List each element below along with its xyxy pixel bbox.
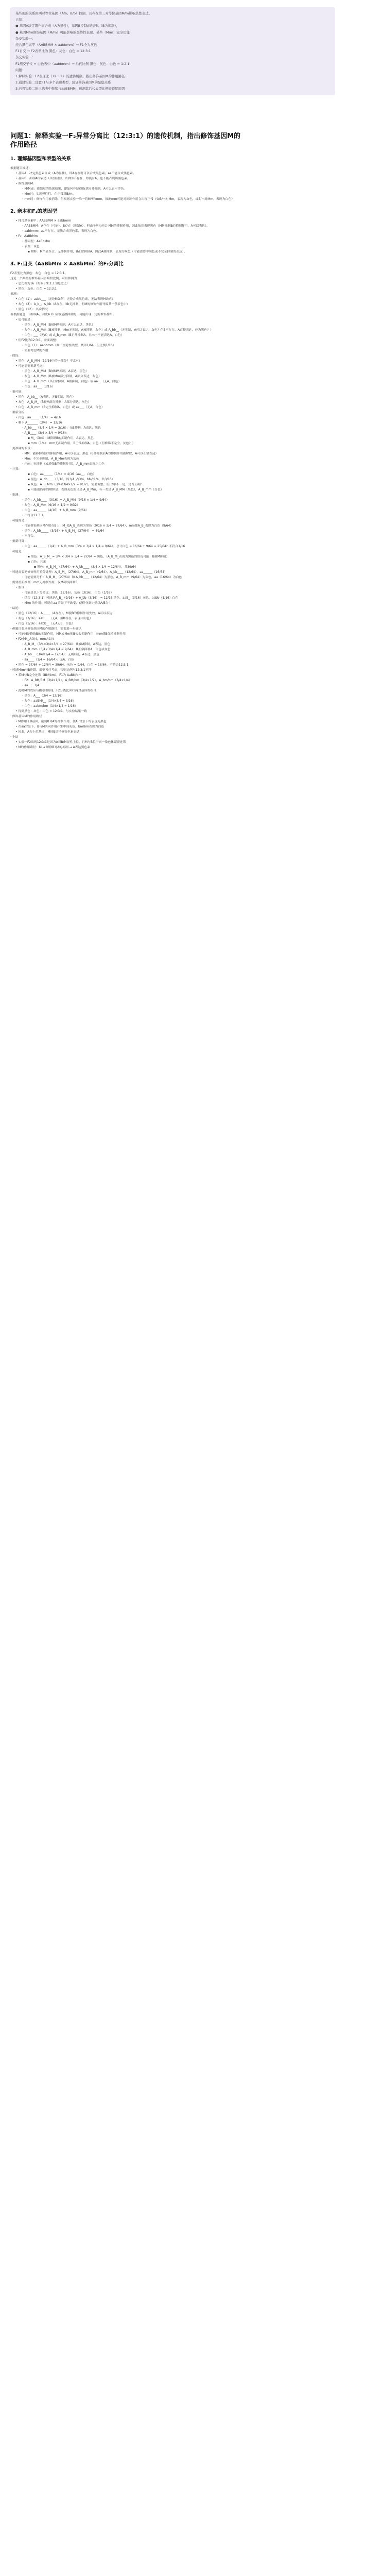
answer-line: • 白色（1/16）：aabb__（无A无B，白色） <box>15 622 75 625</box>
answer-line: ▪ 黑色：A_bb____（3/16，因为A_占3/4，bb占1/4，共3/16） <box>28 478 115 481</box>
answer-line: ◦ 灰色：A_B_Mm（B被抑制，Mm无抑制，A被抑制，灰色）或 A_bb__（无抑制，A可以表达，灰色？但B不存在，A直接表达，应为黑色？） <box>22 329 213 332</box>
answer-line: ◦ 灰色：aaBM/__（1/4×3/4 = 3/16） <box>22 700 76 703</box>
answer-line: · 推测： <box>10 494 22 497</box>
answer-line: ◦ A_B____（3/4 × 3/4 = 9/16）： <box>22 432 69 435</box>
answer-line: • 黑色（12）：其余情况 <box>15 308 48 311</box>
answer-line: ◦ 可能修饰基因M作用在B上：M_使A_B_表现为黑色（9/16 × 3/4 = 27/64），mm使A_B_表现为白色（9/64） <box>22 524 173 528</box>
answer-line: • 可能M是修饰B的抑制作用，MM或Mm使B失去抑制作用，mm使B保持抑制作用 <box>15 633 126 636</box>
question-line: 问题： <box>15 67 26 72</box>
answer-line: • 白色：aa_____（1/4） = 4/16 <box>15 416 61 419</box>
question-line: 已知： <box>15 18 26 22</box>
answer-line: · 可能M/m与B连锁，需要另行考虑，否则比例与12:3:1不符 <box>10 669 92 672</box>
answer-line: • 黑色（12/16）：A_____（A存在），M使B的抑制作用失效，A可以表达 <box>15 612 112 615</box>
question-line: ● 基因M/m修饰基因（M/m）可能影响的最终性表现。某些（M/m）完全功能 <box>15 30 130 35</box>
answer-line: · 可能需要把修饰作用拆分处理：A_B_M_（27/64），A_B_mm（9/64），A_bb____（12/64），aa______（16/64） <box>10 571 167 574</box>
answer-line: • 黑色：A_B_MM（12/16中的一部分？不太对） <box>15 360 82 363</box>
answer-line: ▪ 黑色：A_B_M_ = 3/4 × 3/4 × 3/4 = 27/64 = 黑色，（A_B_M_表现为黑色的情况可能：B被M抑制） <box>28 555 169 558</box>
section-1-body <box>10 166 345 202</box>
answer-line: • 但F2比为12:3:1，需要调整： <box>15 339 59 342</box>
answer-line: • 修饰基因M： <box>15 182 36 185</box>
answer-title: 问题1：解释实验一F₂异常分离比（12:3:1）的遗传机制，指出修饰基因M的作用路径 <box>10 132 241 149</box>
answer-line: ◦ 白色（1）：aabbmm（唯一全隐性类型，概率1/64，但比例1/16） <box>22 344 116 347</box>
answer-line: · 修饰基因M的作用路径 <box>10 715 42 718</box>
answer-line: · 但题目要求修饰基因M的作用路径，需要进一步确认 <box>10 628 82 631</box>
question-line: 3.若将实验二的已选表中继续与aaBBMM，预测其后代表型比例并说明原因 <box>15 87 125 91</box>
answer-line: 推测： <box>10 293 20 296</box>
answer-content <box>10 132 345 750</box>
answer-line: ◦ 白色：aabm/bm（1/4×1/4 = 1/16） <box>22 705 78 708</box>
question-line: 杂交实验二： <box>15 55 36 60</box>
answer-line: F2表型比为黑色：灰色：白色 = 12:3:1。 <box>10 272 68 275</box>
answer-line: • 白色（1）：aabb___（无论M如何，无论合成黑色素，无法表现M效应） <box>15 298 115 301</box>
answer-line: ◦ F2：A_BM/BM（3/4×1/4），A_BM/bm（3/4×1/2），A_bm/bm（3/4×1/4） <box>22 679 132 682</box>
answer-line: ◦ M/M或：能缩短的依据如果，即如何控制修饰基因对抑制，A可以表示浮色。 <box>22 188 127 191</box>
answer-line: • 若M与B完全连锁（BM/bm），F1为 AaBM/bm <box>15 674 82 677</box>
answer-line: • 因此，A为上位基因，M经B途径修饰色素表达 <box>15 731 80 734</box>
answer-line: • M作用于B基因，削弱B对A的抑制作用，使A_背景下均表现为黑色 <box>15 720 107 723</box>
answer-line: • 总比例为16（类似于9:3:3:1的变式） <box>15 282 69 285</box>
answer-line: · 更准确的假设： <box>10 447 33 450</box>
answer-line: · 重新分析： <box>10 411 28 414</box>
answer-line: ◦ 白色：aa______（1/4）+ A_B_mm（3/4 × 3/4 × 1/4 = 9/64），总计白色 = 16/64 + 9/64 = 25/64？不符合1/16 <box>22 545 185 548</box>
question-line: F1测交子代 = 白色表中（aabbmm）→ 后代比例 黑色：灰色：白色 = 1:2:1 <box>15 61 130 66</box>
answer-line: • 得到黑色：灰色：白色 = 12:3:1，与实验结果一致 <box>15 710 88 713</box>
answer-line: • 可能需要重新考虑： <box>15 365 46 368</box>
answer-line: ◦ 黑色：A_bb_____（3/16）+ A_B_M_（27/64） = 39/64 <box>22 530 104 533</box>
answer-line: ◦ A_B_M_（3/4×3/4×3/4 = 27/64）：B被M抑制，A表达，黑色 <box>22 643 111 646</box>
answer-line: • M的作用路径：M → 解除B对A的抑制 → A表达黑色素 <box>15 746 91 749</box>
answer-line: ◦ 白色：aa______（4/16）+ A_B_mm（9/64） <box>22 509 89 512</box>
answer-line: • 基因A：决定黑色素合成（A为显性），即A存在时可以合成黑色素。aa不能合成黑色素。 <box>15 172 136 175</box>
answer-line: ◦ A_bb___（3/4 × 1/4 = 3/16）：无B抑制，A表达，黑色 <box>22 427 101 430</box>
answer-line: ◦ 灰色：A_B_Mm（B被Mm部分抑制，A部分表达，灰色） <box>22 375 102 378</box>
answer-line: ◦ A_B_mm（3/4×3/4×1/4 = 9/64）：B正常抑制A，白色或灰色 <box>22 648 111 651</box>
answer-line: ◦ aa____（1/4 = 16/64）：无A，白色 <box>22 658 74 662</box>
answer-line: • 剩下 A_______（3/4） = 12/16 <box>15 421 62 425</box>
answer-line: ◦ aabbmm：aa不存在，无法合成黑色素，表现为白色。 <box>22 230 99 233</box>
answer-line: • 灰色（3）：A_b_，A_bb（A存在，bb无抑制，但M的修饰作用导致某一条表色中） <box>15 303 130 306</box>
answer-line: • 纯合黑色素甲：AABBMM × aabbmm <box>15 219 71 223</box>
question-line: 1.解释实验一F2表现比（12:3:1）的遗传机制，推出修饰基因M的作用路径 <box>15 74 125 79</box>
answer-line: • 此时M的效应与B同时出现，F2分离比回归两对基因的组合 <box>15 689 97 692</box>
answer-line: ◦ MM：能够抑制B的抑制作用，A可以表达，黑色（B被抑制后A的抑制作用被解除，A可以正常表达） <box>22 452 159 455</box>
answer-line: ▪ M_（3/4）：M抑制B的抑制作用，A表达，黑色 <box>28 437 94 440</box>
question-line: 纯合黑色素甲（AABBMM × aabbmm）→ F1全为灰色 <box>15 43 97 47</box>
question-line: ● 基因A决定黑色素合成（A为显性），基因B控制A的表达（B为抑制）， <box>15 24 120 28</box>
answer-line: ▪ 黑色：A_B_M_（27/64）+ A_bb____（3/4 × 1/4 = 12/64），共39/64 <box>34 566 136 569</box>
answer-line: ◦ mm时：修饰作用被消除，但根据实验一唯一将MM和mm，推测mm可能对抑制作用会出现正常（如B/m对Mm，表现为灰色，或B/m对Mm，表现为白色） <box>22 198 235 201</box>
section-heading-2: 2. 亲本和F₁的基因型 <box>10 209 57 214</box>
answer-line: ◦ 可能需要分析：A_B_M_（27/64）和 A_bb____（12/64）为黑色，A_B_mm（9/64）为灰色，aa（16/64）为白色 <box>22 576 182 579</box>
answer-line: • F₁：AaBbMm <box>15 235 38 238</box>
answer-line: ▪ mm（1/4）：mm无抑制作用，B正常抑制A，白色（但修饰不完全，灰色？） <box>28 442 135 445</box>
answer-line: ◦ 表型：灰色 <box>22 245 40 248</box>
answer-line: • 黑色 = 27/64 + 12/64 = 39/64，灰色 = 9/64，白色 = 16/64，不符合12:3:1 <box>15 664 129 667</box>
answer-line: ◦ 可能是以下分离比：黑色（12/16），灰色（3/16），白色（1/16） <box>22 591 114 595</box>
answer-line: ◦ aa__：1/4 <box>22 684 39 687</box>
answer-line: ◦ 需要考虑M的作用： <box>22 349 51 352</box>
answer-line: · 结论： <box>10 607 22 610</box>
answer-line: • 黑色：灰色：白色 = 12:3:1 <box>15 287 57 291</box>
question-line: 杂交实验一： <box>15 36 36 41</box>
answer-line: ◦ 白色：A_B_mm（B正常抑制，A被抑制，白色）或 aa__（无A，白色） <box>22 380 121 383</box>
answer-line: ◦ M/m 的作用：可能在aa 背景下不改变，使得分离比仍以A/B为主 <box>22 602 112 605</box>
answer-line: ◦ Mm：不完全抑制，A_B_Mm表现为灰色 <box>22 457 79 461</box>
answer-line: • 灰色：A_B_M_（B被M部分抑制，A部分表达，灰色） <box>15 401 91 404</box>
answer-line: • 实验一F2出现12:3:1是因为A对B/M显性上位，且M与B位于同一染色体紧密连锁 <box>15 741 126 744</box>
answer-line: ◦ Mm时：实现弹性性，在正常对B/m。 <box>22 193 76 196</box>
answer-line: • 假设： <box>15 586 28 589</box>
answer-line: ◦ 白色：___（无A）或 A_B_mm（B正常抑制A，且mm不能表达A，白色） <box>22 334 124 337</box>
answer-line: ◦ 黑色：A_B_MM（B被MM抑制，A可以表达，黑色） <box>22 324 95 327</box>
answer-line: · 重新计算： <box>10 540 28 543</box>
answer-line: ◦ 黑色：A_bb____（3/16）+ A_B_MM（9/16 × 1/4 = 9/64） <box>22 499 110 502</box>
question-line: 2.通过实验二设置F1与多个表现类型，验证修饰基因M的显隐关系 <box>15 80 111 85</box>
question-box <box>10 7 335 95</box>
answer-line: ◦ A_bb__（3/4×1/4 = 12/64）：无B抑制，A表达，黑色 <box>22 653 100 656</box>
answer-line: · 更可能： <box>10 391 25 394</box>
answer-line: • 更可能是： <box>15 318 33 321</box>
answer-line: ◦ 灰色：A_B_Mm（9/16 × 1/2 = 9/32） <box>22 504 80 507</box>
answer-line: 但根据题意，B抑制A，因此A_B_应该是被抑制的，可能出现一定的修饰作用。 <box>10 313 116 316</box>
answer-line: ◦ 基因型：AaBbMm <box>22 240 50 243</box>
answer-line: • 白色：A_B_mm（B完全抑制A，白色）或 aa___（无A，白色） <box>15 406 104 409</box>
answer-line: ◦ mm：无抑制（或增强B的抑制作用），A_B_mm表现为白色 <box>22 463 105 466</box>
answer-line: · 可能的是： <box>10 519 28 522</box>
answer-line: ◦ 黑色：A_B_MM（B被MM抑制，A表达，黑色） <box>22 370 89 373</box>
answer-line: ▪ 解释：Mm显杂合，无抑制作用，B正常抑制A，因此A被抑制，表现为灰色（可能需要中间色或不完全抑制的表达）。 <box>28 250 187 253</box>
answer-line: • 基因B：抑制A的表达（B为显性），即如果B存在，即使有A，也不能表现出黑色素。 <box>15 177 130 180</box>
question-line: F1自交 → F2表型比为 黑色：灰色：白色 = 12:3:1 <box>15 49 91 54</box>
answer-line: ◦ 结合（12:3:1）可能是A_B_（9/16）+ A_bb（3/16） = 12/16 黑色，aaB_（3/16）灰色，aabb（1/16）白色 <box>22 597 179 600</box>
answer-line: 这是一个典型的修饰基因影响的比例，可以推测为： <box>10 277 80 280</box>
answer-line: • 黑色：A_bb__（A表达，无B抑制，黑色） <box>15 396 76 399</box>
answer-line: ◦ AABBMM：A存在（可能），B存在（抑制A），但由于M为纯合 MM的抑制作用，因此依然表现黑色（MM抑制B的抑制作用，A可以表达）。 <box>22 225 210 228</box>
answer-line: ▪ 可能更简单的解释是：表现灰色的只是 A_B_Mm，有一类是 A_B_MM（黑色），A_B_mm（白色） <box>28 488 164 492</box>
answer-line: ◦ 不符合。 <box>22 535 37 538</box>
section-3-body <box>10 271 345 750</box>
answer-line: 根据题目描述： <box>10 167 32 170</box>
answer-line: • F2中M_占3/4，mm占1/4 <box>15 638 54 641</box>
question-line: 某些他的关系由两对等位基因（A/a、B/b）控制，且存在第三对等位基因M/m影响其性表达。 <box>15 11 152 15</box>
section-heading-3: 3. F₁自交（AaBbMm × AaBbMm）的F₂分离比 <box>10 261 124 267</box>
answer-line: ◦ 不符合12:3:1。 <box>22 514 46 517</box>
answer-line: ◦ 黑色：A___（3/4 = 12/16） <box>22 694 64 698</box>
answer-line: · 小结 <box>10 736 19 739</box>
answer-line: • 灰色（3/16）：aaB___（无A，但B存在，表现中间色） <box>15 617 93 620</box>
answer-line: · 假设： <box>10 354 22 358</box>
answer-line: • 在aa背景下，B与M共同作用产生中间灰色，bm/bm表现为白色 <box>15 725 104 728</box>
answer-line: · 可能是： <box>10 550 25 553</box>
answer-line: ▪ 灰色：A_B_Mm（3/4×3/4×1/2 = 9/32），需要调整；但F2中不一定，是否正确？ <box>28 483 144 486</box>
answer-line: · 计算： <box>10 468 22 471</box>
answer-line: ◦ 白色：aa___（3/16） <box>22 385 55 388</box>
answer-line: · 需要重新推理：mm无抑制作用，仅M可以抑制B <box>10 581 78 584</box>
answer-line: ▪ 白色：aa______（1/4）= 4/16（aa__，白色） <box>28 473 96 476</box>
section-2-body <box>10 218 345 255</box>
section-heading-1: 1. 理解基因型和表型的关系 <box>10 156 72 162</box>
answer-line: ▪ 白色：其余 <box>28 561 46 564</box>
